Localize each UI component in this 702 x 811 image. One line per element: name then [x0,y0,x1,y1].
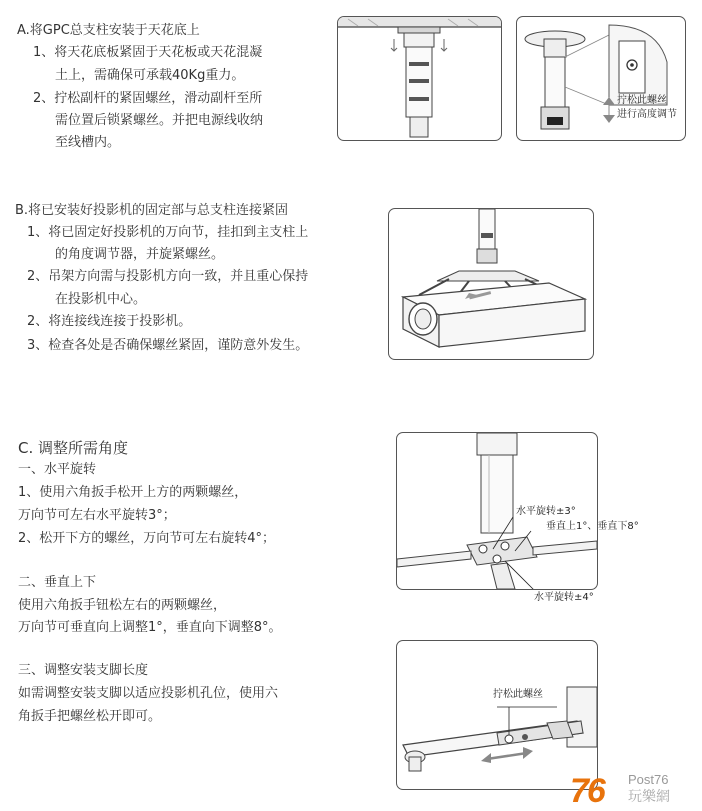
callout-height-adjust: 进行高度调节 [617,109,677,120]
watermark [570,772,700,810]
section-c-sub-1: 一、水平旋转 [18,462,97,477]
section-b-line-4: 在投影机中心。 [55,292,147,307]
section-c-line-4: 使用六角扳手钮松左右的两颗螺丝， [18,598,227,613]
callout-loosen-screw-c: 拧松此螺丝 [493,689,543,700]
section-a-line-2: 土上，需确保可承载40Kg重力。 [55,68,245,83]
section-a-line-1: 1、将天花底板紧固于天花板或天花混凝 [33,45,263,60]
section-b-line-5: 2、将连接线连接于投影机。 [27,314,192,329]
ceiling-pole-drawing [338,17,501,140]
section-a-line-5: 至线槽内。 [55,135,121,150]
watermark-number: 76 [570,772,604,810]
callout-horizontal-4: 水平旋转±4° [534,592,594,603]
projector-drawing [389,209,593,359]
watermark-brand: Post76 [628,772,669,787]
section-b-line-6: 3、检查各处是否确保螺丝紧固，谨防意外发生。 [27,338,309,353]
watermark-sub: 玩樂網 [628,789,670,805]
section-c-line-1: 1、使用六角扳手松开上方的两颗螺丝， [18,485,248,500]
section-c-line-6: 如需调整安装支脚以适应投影机孔位，使用六 [18,686,279,701]
leg-length-drawing [397,641,597,789]
callout-horizontal-3: 水平旋转±3° [516,506,576,517]
section-b-title: B.将已安装好投影机的固定部与总支柱连接紧固 [15,203,289,218]
callout-loosen-screw-a: 拧松此螺丝 [617,95,667,106]
height-adjust-drawing [517,17,685,140]
section-c-sub-2: 二、垂直上下 [18,575,97,590]
callout-vertical: 垂直上1°、垂直下8° [546,521,639,532]
section-c-sub-3: 三、调整安装支脚长度 [18,663,149,678]
section-a-line-4: 需位置后锁紧螺丝。并把电源线收纳 [55,113,264,128]
section-c-line-7: 角扳手把螺丝松开即可。 [18,709,162,724]
section-b-line-3: 2、吊架方向需与投影机方向一致，并且重心保持 [27,269,309,284]
figure-leg-length [396,640,598,790]
section-c-title: C. 调整所需角度 [18,439,129,457]
section-a-title: A.将GPC总支柱安装于天花底上 [17,23,200,38]
section-a-line-3: 2、拧松副杆的紧固螺丝，滑动副杆至所 [33,91,263,106]
section-c-line-5: 万向节可垂直向上调整1°，垂直向下调整8°。 [18,620,282,635]
section-b-line-1: 1、将已固定好投影机的万向节，挂扣到主支柱上 [27,225,309,240]
figure-projector-mount [388,208,594,360]
figure-height-adjust [516,16,686,141]
figure-ceiling-pole [337,16,502,141]
section-c-line-2: 万向节可左右水平旋转3°； [18,508,176,523]
section-c-line-3: 2、松开下方的螺丝，万向节可左右旋转4°； [18,531,276,546]
section-b-line-2: 的角度调节器，并旋紧螺丝。 [55,247,225,262]
